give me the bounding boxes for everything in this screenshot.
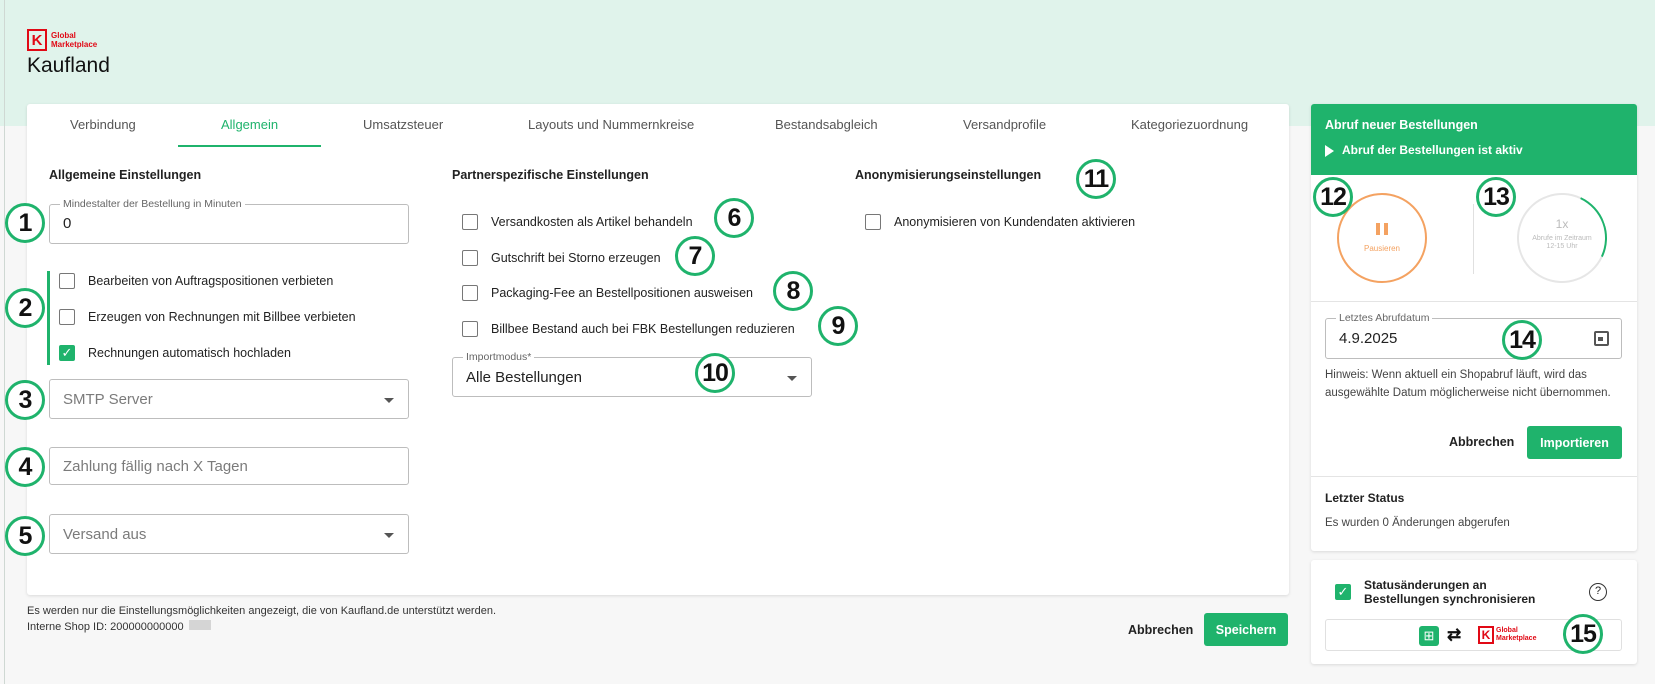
checkbox-packaging-fee[interactable] — [462, 285, 478, 301]
annotation-marker-13: 13 — [1476, 177, 1516, 217]
checkbox-fbk-stock[interactable] — [462, 321, 478, 337]
general-settings-title: Allgemeine Einstellungen — [49, 168, 202, 182]
annotation-marker-4: 4 — [5, 447, 45, 487]
page-title: Kaufland — [27, 54, 110, 77]
fetch-cancel-button[interactable]: Abbrechen — [1449, 435, 1515, 449]
chevron-down-icon — [787, 376, 797, 381]
fetch-title: Abruf neuer Bestellungen — [1325, 118, 1478, 132]
tab-versandprofile[interactable]: Versandprofile — [963, 117, 1047, 132]
divider — [1311, 476, 1637, 477]
import-mode-value: Alle Bestellungen — [466, 369, 582, 386]
checkbox-auto-upload-invoices[interactable]: ✓ — [59, 345, 75, 361]
partner-settings-title: Partnerspezifische Einstellungen — [452, 168, 649, 182]
sync-arrows-icon: ⇄ — [1447, 625, 1462, 644]
mini-logo-sub-1: Global — [1496, 627, 1518, 634]
fetch-count-caption-1: Abrufe im Zeitraum — [1532, 235, 1592, 242]
logo-sub-2: Marketplace — [51, 40, 98, 49]
save-button[interactable]: Speichern — [1204, 613, 1288, 646]
cancel-button[interactable]: Abbrechen — [1128, 623, 1194, 637]
tab-verbindung[interactable]: Verbindung — [70, 117, 136, 132]
payment-days-input[interactable] — [49, 447, 409, 485]
label-fbk-stock: Billbee Bestand auch bei FBK Bestellungen reduzieren — [491, 322, 795, 336]
pause-label: Pausieren — [1363, 244, 1401, 253]
tab-allgemein[interactable]: Allgemein — [221, 117, 279, 132]
label-sync-status: Statusänderungen an Bestellungen synchronisieren — [1364, 578, 1536, 606]
checkbox-credit-on-cancel[interactable] — [462, 250, 478, 266]
logo-k-mark: K — [27, 29, 47, 51]
annotation-marker-14: 14 — [1502, 320, 1542, 360]
shipping-placeholder: Versand aus — [63, 526, 147, 543]
chevron-down-icon — [384, 533, 394, 538]
fetch-status-text: Abruf der Bestellungen ist aktiv — [1342, 143, 1523, 157]
tab-bar — [27, 104, 1289, 148]
annotation-marker-10: 10 — [695, 353, 735, 393]
last-status-title: Letzter Status — [1325, 491, 1405, 505]
import-mode-select[interactable] — [452, 351, 812, 397]
annotation-marker-9: 9 — [818, 306, 858, 346]
label-forbid-invoices: Erzeugen von Rechnungen mit Billbee verbieten — [88, 310, 356, 324]
annotation-marker-12: 12 — [1313, 177, 1353, 217]
annotation-marker-3: 3 — [5, 380, 45, 420]
active-tab-indicator — [178, 145, 321, 147]
redacted-block — [189, 620, 211, 630]
divider — [1311, 301, 1637, 302]
play-icon — [1325, 145, 1334, 157]
min-age-field[interactable] — [49, 198, 409, 244]
vertical-divider — [1473, 204, 1474, 274]
checkbox-forbid-edit-positions[interactable] — [59, 273, 75, 289]
fetch-header — [1311, 104, 1637, 175]
annotation-marker-7: 7 — [675, 236, 715, 276]
fetch-count-caption-2: 12-15 Uhr — [1546, 243, 1578, 250]
annotation-marker-11: 11 — [1076, 159, 1116, 199]
label-credit-on-cancel: Gutschrift bei Storno erzeugen — [491, 251, 661, 265]
annotation-marker-2: 2 — [5, 288, 45, 328]
tab-bestandsabgleich[interactable]: Bestandsabgleich — [775, 117, 878, 132]
fetch-count: 1x — [1555, 217, 1569, 231]
checkbox-shipping-as-item[interactable] — [462, 214, 478, 230]
kaufland-mini-logo — [1478, 626, 1536, 644]
import-button[interactable]: Importieren — [1527, 426, 1622, 459]
label-forbid-edit-positions: Bearbeiten von Auftragspositionen verbieten — [88, 274, 334, 288]
kaufland-logo — [27, 29, 110, 78]
pause-icon-bar-left — [1376, 223, 1380, 235]
label-shipping-as-item: Versandkosten als Artikel behandeln — [491, 215, 693, 229]
fetch-panel — [1311, 104, 1637, 551]
left-border — [4, 0, 5, 684]
min-age-value: 0 — [63, 215, 72, 232]
min-age-legend: Mindestalter der Bestellung in Minuten — [60, 198, 245, 210]
fetch-status — [1325, 143, 1523, 157]
import-mode-legend: Importmodus* — [463, 351, 534, 363]
logo-sub-1: Global — [51, 31, 76, 40]
logo-k-mark-mini: K — [1478, 626, 1494, 644]
annotation-marker-6: 6 — [714, 198, 754, 238]
payment-placeholder: Zahlung fällig nach X Tagen — [63, 458, 248, 475]
last-fetch-date-legend: Letztes Abrufdatum — [1336, 312, 1432, 324]
group-indicator — [47, 271, 50, 365]
smtp-server-select[interactable] — [49, 379, 409, 419]
tab-umsatzsteuer[interactable]: Umsatzsteuer — [363, 117, 444, 132]
shipping-from-select[interactable] — [49, 514, 409, 554]
tab-layouts[interactable]: Layouts und Nummernkreise — [528, 117, 695, 132]
footer-note: Es werden nur die Einstellungsmöglichkeiten angezeigt, die von Kaufland.de unterstützt werden. — [27, 605, 497, 617]
pause-icon-bar-right — [1384, 223, 1388, 235]
fetch-hint: Hinweis: Wenn aktuell ein Shopabruf läuft, wird das ausgewählte Datum möglicherweise nicht übernommen. — [1325, 369, 1611, 399]
smtp-placeholder: SMTP Server — [63, 391, 153, 408]
last-fetch-date-input[interactable] — [1325, 312, 1622, 359]
shop-id: Interne Shop ID: 200000000000 — [27, 621, 184, 633]
checkbox-forbid-invoices[interactable] — [59, 309, 75, 325]
anon-settings-title: Anonymisierungseinstellungen — [855, 168, 1042, 182]
checkbox-sync-status[interactable]: ✓ — [1335, 584, 1351, 600]
annotation-marker-5: 5 — [5, 516, 45, 556]
billbee-icon: ⊞ — [1419, 626, 1439, 646]
calendar-icon[interactable] — [1594, 331, 1609, 346]
annotation-marker-8: 8 — [773, 271, 813, 311]
annotation-marker-15: 15 — [1563, 614, 1603, 654]
mini-logo-sub-2: Marketplace — [1496, 635, 1537, 642]
chevron-down-icon — [384, 398, 394, 403]
annotation-marker-1: 1 — [5, 203, 45, 243]
checkbox-anonymize[interactable] — [865, 214, 881, 230]
label-packaging-fee: Packaging-Fee an Bestellpositionen ausweisen — [491, 286, 753, 300]
last-status-text: Es wurden 0 Änderungen abgerufen — [1325, 517, 1510, 529]
tab-kategoriezuordnung[interactable]: Kategoriezuordnung — [1131, 117, 1249, 132]
label-auto-upload-invoices: Rechnungen automatisch hochladen — [88, 346, 291, 360]
help-icon[interactable]: ? — [1589, 583, 1607, 601]
last-fetch-date-value: 4.9.2025 — [1339, 330, 1398, 347]
label-anonymize: Anonymisieren von Kundendaten aktivieren — [894, 215, 1136, 229]
